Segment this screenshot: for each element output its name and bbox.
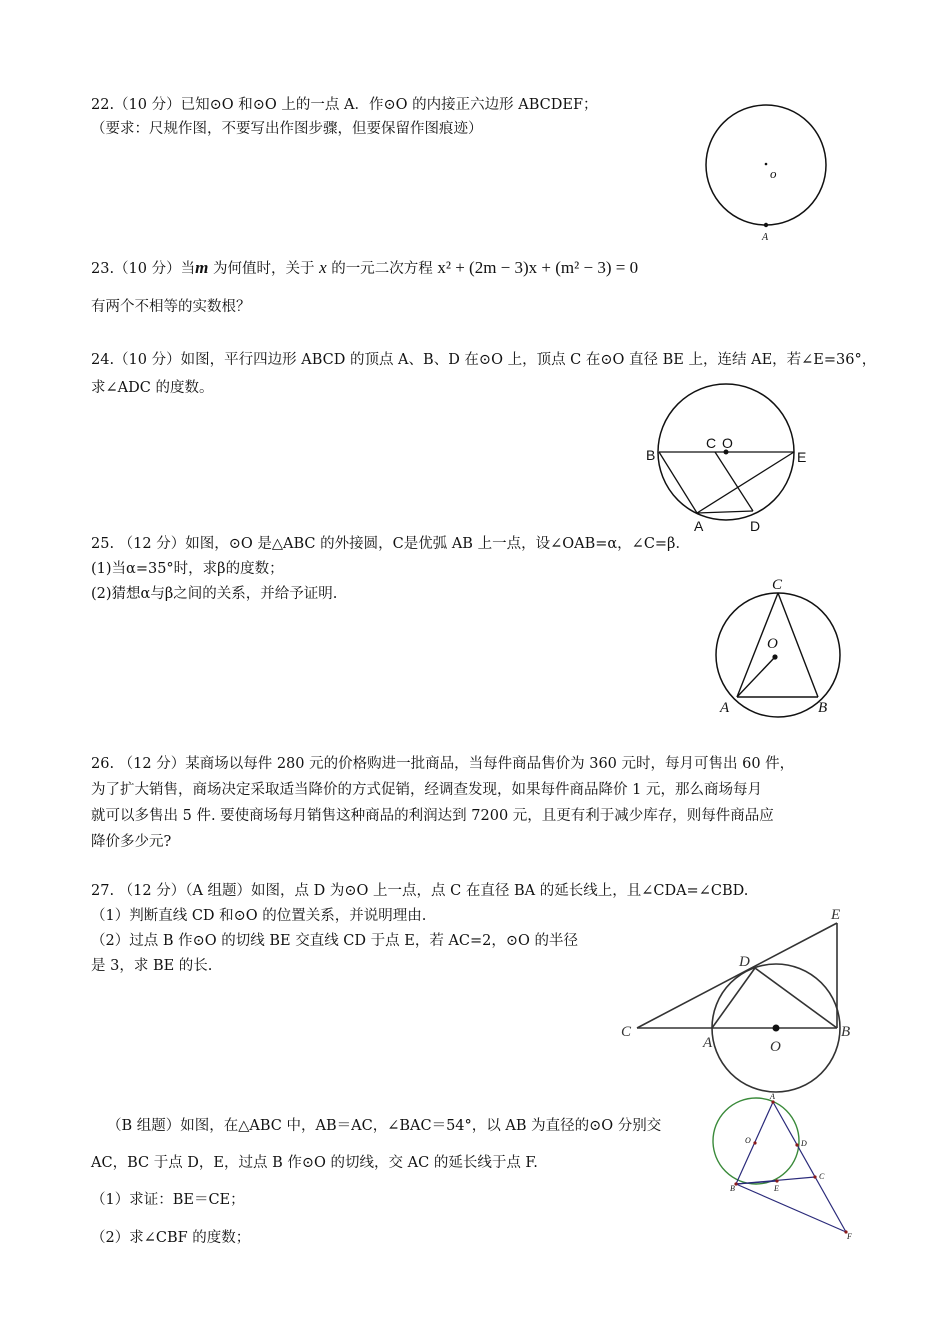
q27b-label-o: O [745,1136,751,1145]
q25-radius-oa [737,657,775,697]
q27b-tangent-bf [736,1184,846,1232]
q26-line3: 就可以多售出 5 件. 要使商场每月销售这种商品的利润达到 7200 元，且更有利于减少库存，则每件商品应 [91,808,774,824]
q26-line4: 降价多少元? [91,834,172,850]
q23-mid: 为何值时，关于 [208,261,320,277]
q27b-part2: （2）求∠CBF 的度数； [91,1230,251,1246]
q25-part1: (1)当α=35°时，求β的度数； [91,561,284,577]
q24-label-d: D [750,518,761,534]
q25-label-b: B [818,700,828,716]
q22-figure [700,100,835,243]
q23-line1 [91,258,638,279]
q25-label-o: O [767,636,778,652]
q27b-label-a: A [770,1092,775,1101]
q24-label-b: B [646,447,656,463]
q27b-point-d [795,1143,798,1146]
q24-segment-ae [697,452,794,513]
q27a-center-dot [773,1025,780,1032]
q27b-label-d: D [801,1139,807,1148]
q25-center-dot [772,654,777,659]
q24-label-e: E [797,449,807,465]
q27a-label-d: D [739,954,750,970]
q27a-label-e: E [831,907,841,923]
q27a-label-a: A [703,1035,713,1051]
q24-label-o: O [722,435,733,451]
q27a-label-b: B [841,1024,851,1040]
q27a-part2b: 是 3，求 BE 的长. [91,958,213,974]
q22-point-a [764,223,768,227]
q27b-label-e: E [774,1184,779,1193]
q23-line2: 有两个不相等的实数根？ [91,299,251,315]
q27b-point-c [813,1175,816,1178]
q27a-label-o: O [770,1039,781,1055]
q23-equation: x² + (2m − 3)x + (m² − 3) = 0 [437,258,639,277]
q24-line1: 24.（10 分）如图，平行四边形 ABCD 的顶点 A、B、D 在⊙O 上，顶点 C 在⊙O 直径 BE 上，连结 AE，若∠E=36°， [91,352,877,368]
q27b-line2: AC，BC 于点 D，E，过点 B 作⊙O 的切线，交 AC 的延长线于点 F. [91,1155,538,1171]
q23-prefix: 23.（10 分）当 [91,261,196,277]
q27a-chord-db [755,968,837,1028]
q22-line2: （要求：尺规作图，不要写出作图步骤，但要保留作图痕迹） [91,121,483,137]
q25-figure [710,575,850,720]
q24-figure [640,380,815,540]
q25-line1: 25. （12 分）如图，⊙O 是△ABC 的外接圆，C是优弧 AB 上一点，设∠OAB=α，∠C=β． [91,536,690,552]
q24-segment-ad [697,511,753,513]
q27b-line1: （B 组题）如图，在△ABC 中，AB＝AC，∠BAC＝54°，以 AB 为直径的⊙O 分别交 [107,1118,662,1134]
q22-center-dot [765,163,768,166]
q22-label-a: A [762,232,769,243]
q27b-point-e [775,1179,778,1182]
q27a-line1: 27. （12 分）（A 组题）如图，点 D 为⊙O 上一点，点 C 在直径 BA 的延长线上，且∠CDA=∠CBD. [91,883,749,899]
q24-label-a: A [694,518,704,534]
q24-line2: 求∠ADC 的度数。 [91,380,214,396]
q27b-label-b: B [730,1184,735,1193]
q25-label-c: C [772,577,783,593]
q27a-line-ce [637,923,837,1028]
q23-var-m: m [195,258,209,277]
q27a-part1: （1）判断直线 CD 和⊙O 的位置关系，并说明理由. [91,908,427,924]
q27b-label-f: F [847,1232,852,1241]
q27a-label-c: C [621,1024,632,1040]
q25-part2: (2)猜想α与β之间的关系，并给予证明. [91,586,338,602]
q27b-figure [705,1090,865,1240]
q25-side-cb [778,593,818,697]
q27a-figure [615,905,860,1070]
q27b-point-o [753,1141,756,1144]
q25-circle [716,593,840,717]
q25-label-a: A [720,700,730,716]
q26-line2: 为了扩大销售，商场决定采取适当降价的方式促销，经调查发现，如果每件商品降价 1 元，那么商场每月 [91,782,762,798]
q27b-part1: （1）求证：BE＝CE； [91,1192,245,1208]
q27b-label-c: C [819,1172,825,1181]
q26-line1: 26. （12 分）某商场以每件 280 元的价格购进一批商品，当每件商品售价为 360 元时，每月可售出 60 件， [91,756,795,772]
q27b-side-af [773,1102,846,1232]
q22-line1: 22.（10 分）已知⊙O 和⊙O 上的一点 A．作⊙O 的内接正六边形 ABCDEF； [91,97,598,113]
q24-label-c: C [706,435,717,451]
q23-var-x: x [319,258,327,277]
q22-label-o: o [770,166,777,181]
q27a-part2: （2）过点 B 作⊙O 的切线 BE 交直线 CD 于点 E，若 AC=2，⊙O 的半径 [91,933,579,949]
q23-suffix: 的一元二次方程 [326,261,438,277]
